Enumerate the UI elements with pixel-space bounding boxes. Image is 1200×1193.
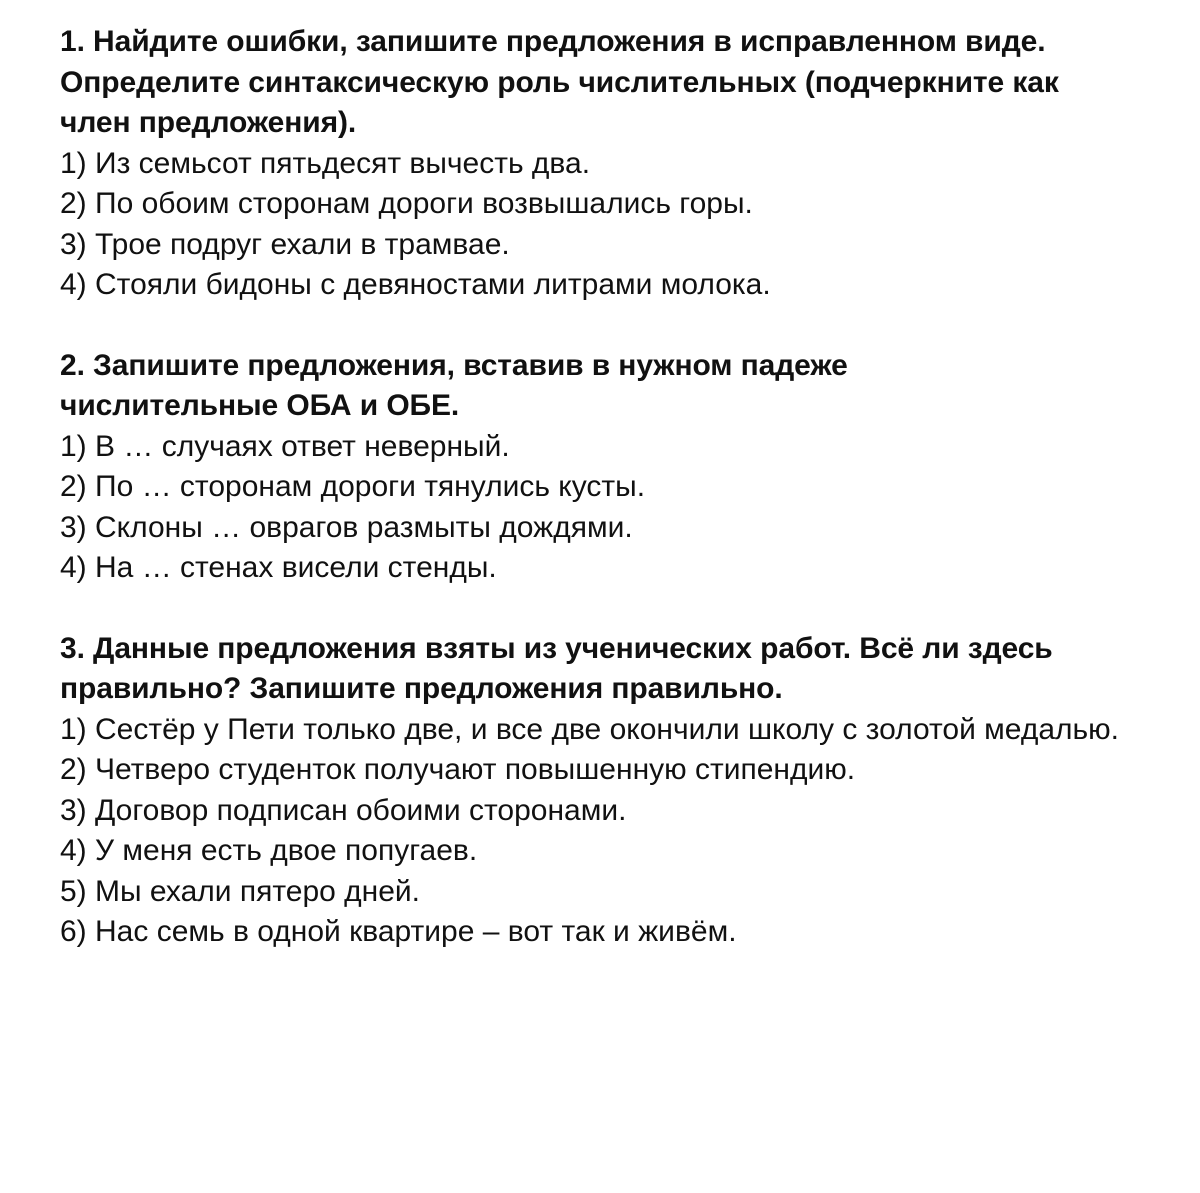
list-item: 4) У меня есть двое попугаев. — [60, 834, 478, 867]
list-item: 5) Мы ехали пятеро дней. — [60, 874, 420, 908]
list-item: 6) Нас семь в одной квартире – вот так и живём. — [60, 915, 737, 948]
exercise-3 — [60, 629, 1200, 953]
list-item: 4) На … стенах висели стенды. — [60, 551, 497, 584]
exercise-title: 2. Запишите предложения, вставив в нужном падеже — [60, 348, 848, 382]
exercise-2 — [60, 346, 1200, 589]
list-item: 2) По обоим сторонам дороги возвышались горы. — [60, 187, 753, 220]
list-item: 2) Четверо студенток получают повышенную стипендию. — [60, 753, 856, 786]
list-item: 3) Склоны … оврагов размыты дождями. — [60, 510, 633, 544]
list-item: 3) Трое подруг ехали в трамвае. — [60, 227, 510, 261]
list-item: 4) Стояли бидоны с девяностами литрами молока. — [60, 268, 771, 301]
exercise-title: 1. Найдите ошибки, запишите предложения в исправленном виде. — [60, 25, 1046, 58]
exercise-1 — [60, 22, 1200, 306]
exercise-title: Определите синтаксическую роль числительных (подчеркните как — [60, 65, 1059, 99]
list-item: 1) Сестёр у Пети только две, и все две окончили школу с золотой медалью. — [60, 712, 1119, 746]
exercise-title: член предложения). — [60, 106, 357, 139]
list-item: 3) Договор подписан обоими сторонами. — [60, 793, 627, 827]
exercise-title: числительные ОБА и ОБЕ. — [60, 389, 460, 422]
exercise-title: 3. Данные предложения взяты из ученических работ. Всё ли здесь — [60, 631, 1053, 665]
exercise-title: правильно? Запишите предложения правильно. — [60, 672, 783, 705]
list-item: 1) Из семьсот пятьдесят вычесть два. — [60, 146, 591, 180]
list-item: 2) По … сторонам дороги тянулись кусты. — [60, 470, 646, 503]
list-item: 1) В … случаях ответ неверный. — [60, 429, 510, 463]
